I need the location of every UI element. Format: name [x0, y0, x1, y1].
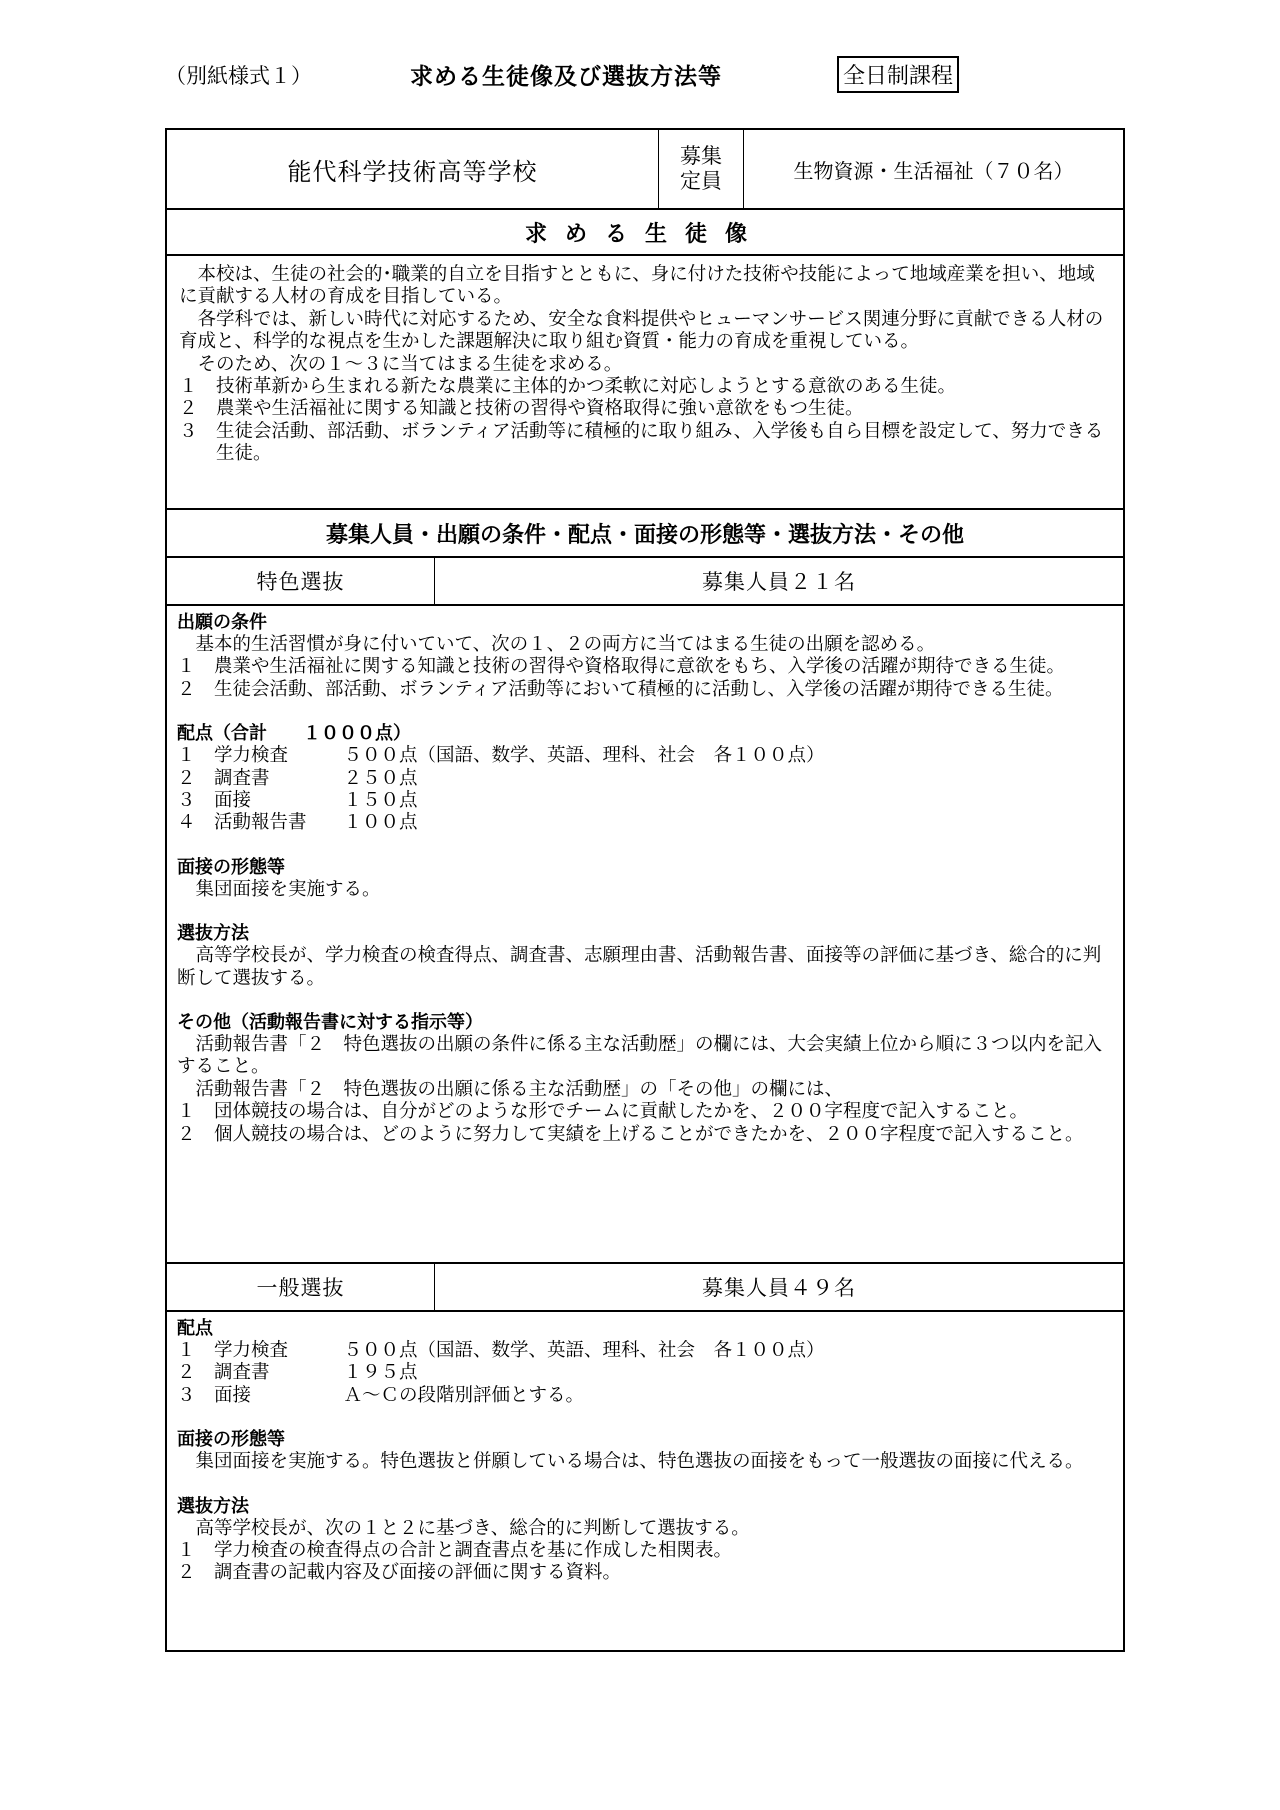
interview-text: 集団面接を実施する。特色選抜と併願している場合は、特色選抜の面接をもって一般選抜の面接に代える。 — [195, 1451, 1084, 1473]
points-row — [177, 745, 1113, 767]
points-row — [177, 790, 1113, 812]
ideal-item — [179, 376, 1113, 398]
item-text: 学力検査の検査得点の合計と調査書点を基に作成した相関表。 — [214, 1540, 733, 1562]
points-name: 調査書 — [214, 767, 270, 789]
school-name: 能代科学技術高等学校 — [167, 130, 659, 208]
item-text: 生徒会活動、部活動、ボランティア活動等に積極的に取り組み、入学後も自ら目標を設定して、努力できる生徒。 — [216, 420, 1104, 465]
document-header — [165, 58, 985, 94]
item-text: 生徒会活動、部活動、ボランティア活動等において積極的に活動し、入学後の活躍が期待できる生徒。 — [214, 678, 1064, 700]
points-name: 面接 — [214, 790, 252, 812]
capacity-value: 生物資源・生活福祉（７０名） — [793, 158, 1074, 183]
points-number: ２ — [177, 767, 196, 789]
points-number: １ — [177, 1340, 196, 1361]
capacity-label-line2: 定員 — [680, 169, 722, 193]
method-text: 高等学校長が、学力検査の検査得点、調査書、志願理由書、活動報告書、面接等の評価に基づき、総合的に判断して選抜する。 — [177, 945, 1102, 989]
ideal-paragraph: そのため、次の１～３に当てはまる生徒を求める。 — [197, 353, 623, 375]
points-row — [177, 1362, 1113, 1384]
points-value: ５００点（国語、数学、英語、理科、社会 各１００点） — [343, 745, 825, 767]
ideal-paragraph: 本校は、生徒の社会的･職業的自立を目指すとともに、身に付けた技術や技能によって地域産業を担い、地域に貢献する人材の育成を目指している。 — [179, 264, 1095, 308]
points-value: １５０点 — [343, 790, 418, 812]
item-number: ２ — [177, 678, 196, 700]
item-number: １ — [177, 1101, 196, 1123]
conditions-intro: 基本的生活習慣が身に付いていて、次の１、２の両方に当てはまる生徒の出願を認める。 — [195, 634, 936, 655]
special-selection-name: 特色選抜 — [167, 558, 435, 604]
points-title: 配点（合計 １０００点） — [177, 723, 411, 745]
item-number: ３ — [179, 420, 198, 442]
points-row — [177, 1340, 1113, 1362]
special-selection-row — [167, 558, 1123, 606]
points-name: 活動報告書 — [214, 812, 307, 834]
item-number: ２ — [179, 398, 198, 420]
condition-item — [177, 679, 1113, 701]
selection-heading: 募集人員・出願の条件・配点・面接の形態等・選抜方法・その他 — [167, 510, 1123, 558]
method-item — [177, 1562, 1113, 1584]
method-title: 選抜方法 — [177, 1495, 249, 1517]
points-row — [177, 768, 1113, 790]
points-number: ３ — [177, 790, 196, 812]
other-item — [177, 1124, 1113, 1146]
item-number: ２ — [177, 1123, 196, 1145]
points-title: 配点 — [177, 1318, 213, 1339]
points-number: １ — [177, 745, 196, 767]
condition-item — [177, 656, 1113, 678]
points-number: ３ — [177, 1384, 196, 1406]
general-selection-capacity: 募集人員４９名 — [702, 1276, 856, 1300]
other-paragraph: 活動報告書「２ 特色選抜の出願に係る主な活動歴」の「その他」の欄には、 — [195, 1078, 844, 1100]
points-name: 調査書 — [214, 1362, 270, 1384]
other-item — [177, 1101, 1113, 1123]
interview-title: 面接の形態等 — [177, 1429, 285, 1451]
points-value: １９５点 — [343, 1362, 418, 1384]
special-selection-body — [167, 606, 1123, 1264]
interview-text: 集団面接を実施する。 — [195, 878, 381, 900]
item-number: １ — [179, 376, 198, 398]
item-text: 調査書の記載内容及び面接の評価に関する資料。 — [214, 1562, 622, 1584]
general-selection-name: 一般選抜 — [167, 1264, 435, 1310]
points-row — [177, 1385, 1113, 1407]
method-item — [177, 1540, 1113, 1562]
points-value: ５００点（国語、数学、英語、理科、社会 各１００点） — [343, 1340, 825, 1361]
points-name: 面接 — [214, 1384, 252, 1406]
points-name: 学力検査 — [214, 1340, 289, 1361]
points-value: ２５０点 — [343, 767, 418, 789]
points-row — [177, 812, 1113, 834]
ideal-student-body — [167, 256, 1123, 510]
form-label: （別紙様式１） — [165, 64, 312, 88]
points-name: 学力検査 — [214, 745, 289, 767]
item-number: １ — [177, 656, 196, 678]
method-text: 高等学校長が、次の１と２に基づき、総合的に判断して選抜する。 — [195, 1517, 750, 1539]
course-type-box: 全日制課程 — [837, 56, 959, 93]
other-paragraph: 活動報告書「２ 特色選抜の出願の条件に係る主な活動歴」の欄には、大会実績上位から順に３つ以内を記入すること。 — [177, 1034, 1103, 1078]
admission-table — [165, 128, 1125, 1652]
item-text: 農業や生活福祉に関する知識と技術の習得や資格取得に意欲をもち、入学後の活躍が期待できる生徒。 — [214, 656, 1066, 678]
item-number: ２ — [177, 1562, 196, 1584]
document-title: 求める生徒像及び選抜方法等 — [410, 64, 722, 90]
ideal-item — [179, 421, 1113, 466]
ideal-student-heading: 求める生徒像 — [167, 210, 1123, 256]
method-title: 選抜方法 — [177, 923, 249, 945]
points-value: Ａ～Ｃの段階別評価とする。 — [343, 1384, 585, 1406]
item-text: 技術革新から生まれる新たな農業に主体的かつ柔軟に対応しようとする意欲のある生徒。 — [216, 376, 957, 398]
item-text: 農業や生活福祉に関する知識と技術の習得や資格取得に強い意欲をもつ生徒。 — [216, 398, 864, 420]
ideal-paragraph: 各学科では、新しい時代に対応するため、安全な食料提供やヒューマンサービス関連分野に貢献できる人材の育成と、科学的な視点を生かした課題解決に取り組む資質・能力の育成を重視している。 — [179, 308, 1104, 353]
points-number: ４ — [177, 812, 196, 834]
points-number: ２ — [177, 1362, 196, 1384]
item-text: 個人競技の場合は、どのように努力して実績を上げることができたかを、２００字程度で記入すること。 — [214, 1123, 1084, 1145]
item-text: 団体競技の場合は、自分がどのような形でチームに貢献したかを、２００字程度で記入すること。 — [214, 1101, 1029, 1123]
other-title: その他（活動報告書に対する指示等） — [177, 1012, 483, 1034]
general-selection-body — [167, 1312, 1123, 1650]
capacity-label-line1: 募集 — [680, 144, 722, 168]
capacity-label — [659, 130, 744, 208]
conditions-title: 出願の条件 — [177, 612, 267, 633]
item-number: １ — [177, 1540, 196, 1562]
ideal-item — [179, 398, 1113, 420]
points-value: １００点 — [343, 812, 418, 834]
school-row — [167, 130, 1123, 210]
special-selection-capacity: 募集人員２１名 — [702, 570, 856, 594]
general-selection-row — [167, 1264, 1123, 1312]
interview-title: 面接の形態等 — [177, 856, 285, 878]
